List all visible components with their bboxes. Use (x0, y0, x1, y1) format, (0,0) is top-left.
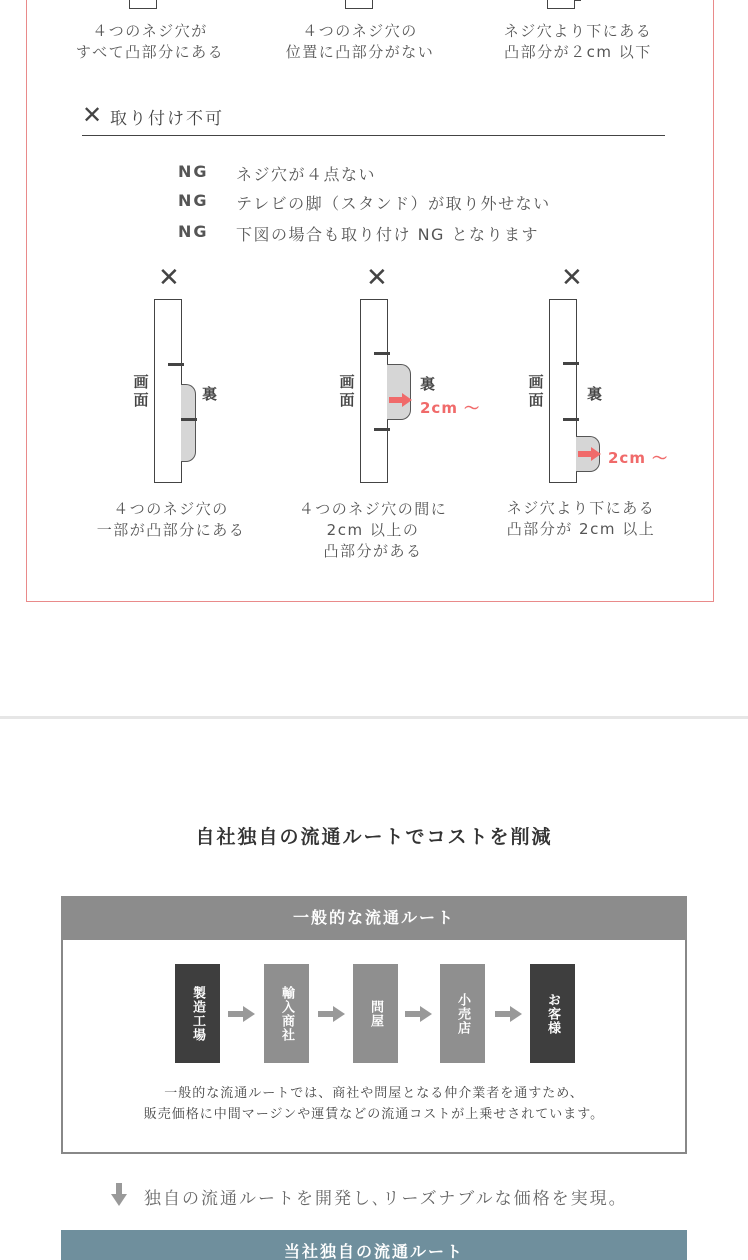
red-arrow-icon (389, 397, 403, 403)
general-route-heading: 一般的な流通ルート (61, 896, 687, 940)
ng-heading (82, 102, 665, 136)
red-arrow-icon (578, 451, 592, 457)
bump-1 (181, 384, 196, 462)
cross-icon: ✕ (561, 263, 583, 293)
ng-heading-label: 取り付け不可 (110, 109, 224, 129)
route-node-wholesaler: 問屋 (353, 964, 398, 1063)
back-label: 裏 (202, 385, 218, 403)
ng-text-1: ネジ穴が４点ない (236, 165, 377, 184)
arrow-right-head (510, 1006, 522, 1022)
cross-icon: ✕ (158, 263, 180, 293)
route-node-customer: お客様 (530, 964, 575, 1063)
front-label: 画 面 (339, 373, 355, 409)
screw-tick (168, 363, 184, 366)
section-divider (0, 716, 748, 719)
arrow-right-head (243, 1006, 255, 1022)
back-label: 裏 (420, 375, 436, 393)
arrow-down-head (111, 1194, 127, 1206)
ng-key-3: NG (178, 222, 209, 241)
arrow-right-icon (318, 1011, 334, 1017)
top-caption-2: ４つのネジ穴の 位置に凸部分がない (285, 22, 435, 61)
own-route-heading: 当社独自の流通ルート (61, 1230, 687, 1260)
screw-tick (563, 362, 579, 365)
screw-tick (181, 418, 197, 421)
ng-text-3: 下図の場合も取り付け NG となります (236, 225, 540, 244)
screw-tick (374, 352, 390, 355)
route-node-retailer: 小売店 (440, 964, 485, 1063)
back-label: 裏 (587, 385, 603, 403)
section-title: 自社独自の流通ルートでコストを削減 (195, 826, 553, 848)
tv-side-3 (549, 299, 577, 483)
top-diagram-1-remnant (129, 0, 157, 9)
size-label: 2cm ～ (608, 449, 669, 467)
cross-icon: ✕ (366, 263, 388, 293)
tv-side-1 (154, 299, 182, 483)
cross-icon: ✕ (82, 101, 103, 129)
screw-tick (374, 428, 390, 431)
ng-key-2: NG (178, 191, 209, 210)
arrow-right-icon (228, 1011, 244, 1017)
front-label: 画 面 (528, 373, 544, 409)
size-label: 2cm ～ (420, 399, 481, 417)
tv-side-2 (360, 299, 388, 483)
arrow-right-icon (495, 1011, 511, 1017)
bump-2 (387, 364, 411, 420)
top-caption-1: ４つのネジ穴が すべて凸部分にある (75, 22, 225, 61)
diagram-caption-3: ネジ穴より下にある 凸部分が 2cm 以上 (506, 499, 656, 538)
front-label: 画 面 (133, 373, 149, 409)
route-note: 独自の流通ルートを開発し､リーズナブルな価格を実現。 (144, 1189, 628, 1209)
red-arrowhead (591, 447, 601, 461)
top-diagram-3-remnant (547, 0, 575, 9)
screw-tick (563, 418, 579, 421)
top-diagram-2-remnant (345, 0, 373, 9)
arrow-right-head (333, 1006, 345, 1022)
arrow-right-icon (405, 1011, 421, 1017)
general-route-description: 一般的な流通ルートでは、商社や問屋となる仲介業者を通すため、 販売価格に中間マージンや運賃などの流通コストが上乗せされています。 (143, 1086, 605, 1122)
route-node-importer: 輸入商社 (264, 964, 309, 1063)
route-node-factory: 製造工場 (175, 964, 220, 1063)
top-diagram-3-tick (575, 0, 581, 1)
arrow-right-head (420, 1006, 432, 1022)
diagram-caption-1: ４つのネジ穴の 一部が凸部分にある (96, 500, 246, 539)
top-caption-3: ネジ穴より下にある 凸部分が２cm 以下 (503, 22, 653, 61)
ng-text-2: テレビの脚（スタンド）が取り外せない (236, 194, 551, 213)
diagram-caption-2: ４つのネジ穴の間に 2cm 以上の 凸部分がある (298, 500, 448, 560)
ng-key-1: NG (178, 162, 209, 181)
red-arrowhead (402, 393, 412, 407)
